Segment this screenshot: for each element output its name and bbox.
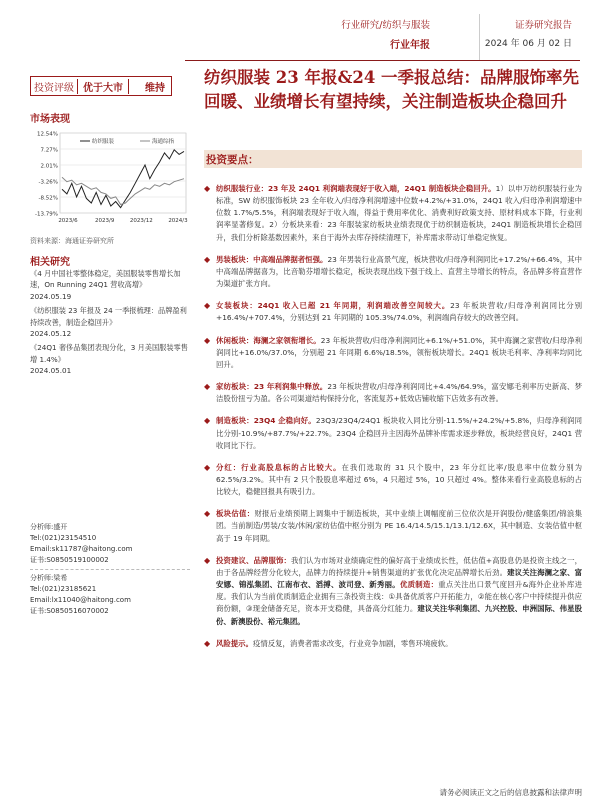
analyst-name: 分析师:盛开 — [30, 523, 68, 531]
related-item[interactable]: 《4 月中国社零整体稳定，美国服装零售增长加速，On Running 24Q1 营收高增》 2024.05.19 — [30, 269, 181, 301]
market-chart-svg — [30, 127, 190, 229]
y-tick-label: -8.52% — [38, 195, 58, 202]
diamond-bullet-icon: ◆ — [204, 462, 211, 472]
analyst-cert: 证书:S0850516070002 — [30, 607, 109, 615]
chart-source: 资料来源：海通证券研究所 — [30, 237, 114, 245]
diamond-bullet-icon: ◆ — [204, 555, 211, 565]
y-tick-label: 12.54% — [37, 131, 58, 138]
y-tick-label: -13.79% — [35, 211, 58, 218]
diamond-bullet-icon: ◆ — [204, 184, 211, 193]
y-tick-label: 2.01% — [40, 163, 58, 170]
analyst-divider — [30, 569, 190, 570]
report-header — [185, 14, 580, 60]
diamond-bullet-icon: ◆ — [204, 509, 211, 519]
market-performance-label: 市场表现 — [30, 114, 70, 125]
point-home-textile: ◆ 家纺板块：23 年利润集中释放。23 年板块营收/归母净利润同比+4.4%/64.9%，富安娜毛利率历史新高、梦洁股份扭亏为盈。各公司渠道结构保持分化，客流复苏+低效店铺收缩下店效多有改善。 — [204, 382, 583, 404]
analyst-email[interactable]: Email:lx11040@haitong.com — [30, 596, 131, 604]
series-line-2 — [62, 177, 184, 204]
related-research-list — [30, 268, 190, 380]
point-risk: ◆ 风险提示。疫情反复，消费者需求改变，行业竞争加剧，零售环境疲软。 — [204, 638, 582, 650]
rating-label: 投资评级 — [34, 82, 74, 94]
x-tick-label: 2023/12 — [129, 218, 153, 224]
analyst-name: 分析师:梁希 — [30, 574, 68, 582]
report-date: 2024 年 06 月 02 日 — [484, 39, 572, 49]
point-casualwear: ◆ 休闲板块：海澜之家领衔增长。23 年板块营收/归母净利润同比+6.1%/+51.0%，其中海澜之家营收/归母净利润同比+16.0%/37.0%，分别超 21 年同期 6.6%/18.5%，领衔板块增长。24Q1 板块毛利率、净利率均同比回升。 — [204, 335, 582, 369]
header-rule — [185, 60, 580, 61]
disclaimer-footer: 请务必阅读正文之后的信息披露和法律声明 — [439, 788, 582, 797]
report-org-label: 证券研究报告 — [514, 20, 572, 31]
key-points-body — [204, 183, 582, 650]
related-research-label: 相关研究 — [30, 257, 70, 268]
analyst-info — [30, 522, 190, 617]
related-item[interactable]: 《24Q1 奢侈品集团表现分化，3 月美国服装零售增 1.4%》 2024.05.01 — [30, 343, 188, 376]
legend-label: 海通综指 — [152, 139, 175, 145]
legend-label: 纺织服装 — [92, 139, 115, 145]
key-points-title: 投资要点： — [206, 154, 259, 166]
x-tick-label: 2023/6 — [58, 218, 78, 224]
x-tick-label: 2024/3 — [168, 218, 188, 224]
x-tick-label: 2023/9 — [94, 218, 115, 224]
report-title: 纺织服装 23 年报&24 一季报总结：品牌服饰率先回暖、业绩增长有望持续，关注制造板块企稳回升 — [204, 68, 580, 111]
y-tick-label: -3.26% — [38, 179, 58, 186]
diamond-bullet-icon: ◆ — [204, 638, 211, 648]
rating-value: 优于大市 — [77, 79, 129, 94]
y-tick-label: 7.27% — [40, 147, 58, 154]
diamond-bullet-icon: ◆ — [204, 416, 211, 426]
chart-frame — [60, 133, 186, 213]
report-type: 行业年报 — [390, 40, 430, 51]
market-chart — [30, 127, 190, 229]
point-dividends: ◆ 分红：行业高股息标的占比较大。在我们选取的 31 只个股中，23 年分红比率/股息率中位数分别为 62.5%/3.2%。其中有 2 只个股股息率超过 6%，4 只超过 5%，10 只超过 4%。整体来看行业高股息标的占比较大，稳健回报具有吸引力。 — [204, 462, 582, 497]
analyst-tel: Tel:(021)23185621 — [30, 585, 97, 593]
point-menswear: ◆ 男装板块：中高端品牌据者恒强。23 年男装行业高景气度，板块营收/归母净利润同比+17.2%/+66.4%，其中中高端品牌据喜为，比音勒芬增增长稳定，板块表现出线下强于线上、直营主导增长的特点，各品牌多将直营作为渠道扩张方向。 — [204, 254, 582, 289]
rating-action: 维持 — [145, 82, 165, 94]
diamond-bullet-icon: ◆ — [204, 301, 211, 311]
point-womenswear: ◆ 女装板块：24Q1 收入已超 21 年同期，利润端改善空间较大。23 年板块营收/归母净利润同比分别+16.4%/+707.4%，分别达到 21 年同期的 105.3%/74.0%，利润端尚存较大的改善空间。 — [204, 301, 582, 323]
investment-rating — [30, 76, 172, 96]
point-textile-industry: ◆ 纺织服装行业：23 年及 24Q1 利润端表现好于收入端，24Q1 制造板块企稳回升。1）以申万纺织服装行业为标准，SW 纺织服饰板块 23 全年收入/归母净利润增速中位数+4.2%/+31.0%，24Q1 收入/归母净利润增速中位数 1.7%/5.5%，利润端表现好于收入端，得益于费用率优化、消费利好政策支持、原材料成本下降，行业利润率显著修复。2）分板块来看：23 年服装家纺板块业绩表现优于纺织制造板块，24Q1 制造板块增长企稳回升，我们分析除基数因素外，来自于海外去库存持续清理下，补库需求带动订单稳定恢复。 — [204, 184, 582, 242]
diamond-bullet-icon: ◆ — [204, 254, 211, 264]
diamond-bullet-icon: ◆ — [204, 335, 211, 345]
analyst-tel: Tel:(021)23154510 — [30, 534, 97, 542]
analyst-cert: 证书:S0850519100002 — [30, 556, 109, 564]
related-item[interactable]: 《纺织服装 23 年报及 24 一季报梳理：品牌盈利持续改善，制造企稳回升》 2024.05.12 — [30, 306, 187, 339]
diamond-bullet-icon: ◆ — [204, 382, 211, 392]
analyst-email[interactable]: Email:sk11787@haitong.com — [30, 545, 133, 553]
point-investment-advice: ◆ 投资建议、品牌服饰：我们认为市场对业绩确定性的偏好高于业绩成长性，低估值+高股息仍是投资主线之一，由于各品牌经营分化较大，品牌力的持续提升+销售渠道的扩张优化决定品牌增长后劲。建议关注海澜之家、富安娜、锦泓集团、江南布衣、滔搏、波司登、新秀丽。优质制造：重点关注出口景气度回升&海外企业补库进度。我们认为当前优质制造企业拥有三条投资主线：①具备优质客户开拓能力，②能在核心客户中持续提升供应商份额，③现金储备充足，资本开支稳健，具备高分红能力。建议关注华利集团、九兴控股、申洲国际、伟星股份、新澳股份、裕元集团。 — [204, 555, 582, 626]
industry-category: 行业研究/纺织与服装 — [341, 20, 430, 31]
point-valuation: ◆ 板块估值：财报后业绩预期上调集中于制造板块，其中业绩上调幅度前三位依次是开润股份/健盛集团/锦浪集团。当前制造/男装/女装/休闲/家纺估值中枢分别为 PE 16.4/14.5/15.1/13.1/12.6X，其中制造、女装估值中枢高于 19 年同期。 — [204, 509, 582, 543]
series-line-1 — [62, 150, 184, 208]
header-divider — [479, 14, 480, 60]
point-manufacturing: ◆ 制造板块：23Q4 企稳向好。23Q3/23Q4/24Q1 板块收入同比分别-11.5%/+24.2%/+5.8%，归母净利润同比分别-10.9%/+87.7%/+22.7%。23Q4 企稳回升主因海外品牌补库需求逐步释放，板块经营良好，24Q1 营收同比下行。 — [204, 416, 582, 450]
key-points-header — [204, 150, 582, 168]
